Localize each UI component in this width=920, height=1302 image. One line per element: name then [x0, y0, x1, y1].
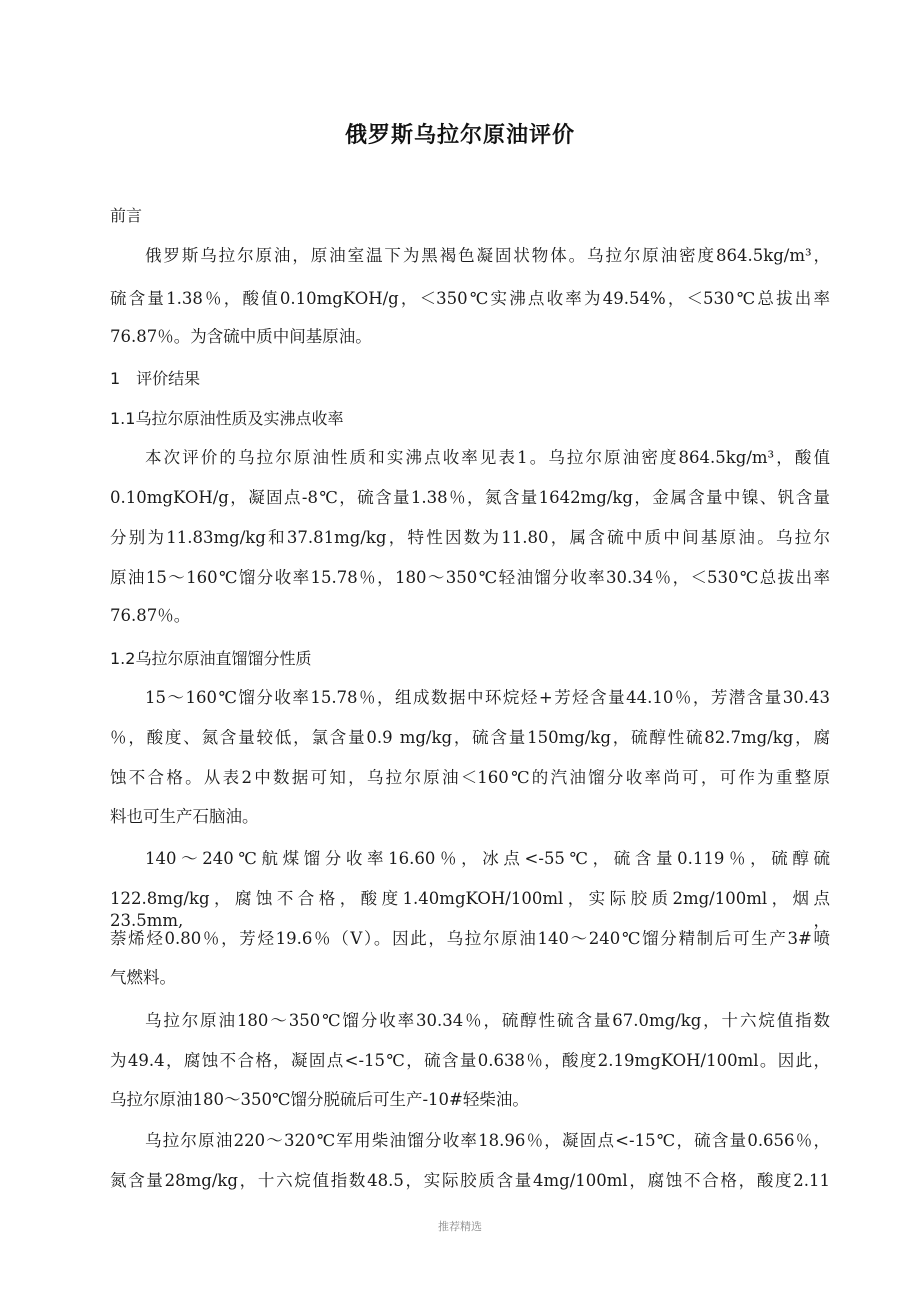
- section-1-2-line: 气燃料。: [110, 968, 176, 987]
- section-1-1-line: 分别为11.83mg/kg和37.81mg/kg，特性因数为11.80，属含硫中质中间基原油。乌拉尔: [110, 528, 830, 547]
- section-1-2-line: 氮含量28mg/kg，十六烷值指数48.5，实际胶质含量4mg/100ml，腐蚀不合格，酸度2.11: [110, 1171, 830, 1190]
- section-1-1-heading: 1.1乌拉尔原油性质及实沸点收率: [110, 409, 344, 428]
- section-1-2-line: ％，酸度、氮含量较低，氯含量0.9 mg/kg，硫含量150mg/kg，硫醇性硫82.7mg/kg，腐: [110, 728, 830, 747]
- preface-line: 俄罗斯乌拉尔原油，原油室温下为黑褐色凝固状物体。乌拉尔原油密度864.5kg/m³，: [145, 246, 830, 265]
- section-1-2-line: 萘烯烃0.80％，芳烃19.6％（V）。因此，乌拉尔原油140～240℃馏分精制后可生产3#喷: [110, 929, 830, 948]
- section-1-2-line: 15～160℃馏分收率15.78％，组成数据中环烷烃+芳烃含量44.10％，芳潜含量30.43: [145, 688, 830, 707]
- section-1-1-line: 原油15～160℃馏分收率15.78％，180～350℃轻油馏分收率30.34％，＜530℃总拔出率: [110, 568, 830, 587]
- section-1-2-line: 乌拉尔原油220～320℃军用柴油馏分收率18.96％，凝固点<-15℃，硫含量0.656％，: [145, 1131, 830, 1150]
- page-footer: 推荐精选: [438, 1220, 482, 1233]
- preface-heading: 前言: [110, 206, 143, 225]
- section-1-2-line: 乌拉尔原油180～350℃馏分收率30.34％，硫醇性硫含量67.0mg/kg，十六烷值指数: [145, 1011, 830, 1030]
- section-1-2-heading: 1.2乌拉尔原油直馏馏分性质: [110, 649, 312, 668]
- section-1-1-line: 0.10mgKOH/g，凝固点-8℃，硫含量1.38％，氮含量1642mg/kg，金属含量中镍、钒含量: [110, 488, 830, 507]
- section-1-heading: 1 评价结果: [110, 369, 201, 388]
- section-1-1-line: 76.87％。: [110, 606, 191, 625]
- section-1-2-line: 140～240℃航煤馏分收率16.60％，冰点<-55℃，硫含量0.119％，硫醇硫: [145, 849, 830, 868]
- section-1-2-line: 蚀不合格。从表2中数据可知，乌拉尔原油＜160℃的汽油馏分收率尚可，可作为重整原: [110, 768, 830, 787]
- section-1-1-line: 本次评价的乌拉尔原油性质和实沸点收率见表1。乌拉尔原油密度864.5kg/m³，酸值: [145, 448, 830, 467]
- section-1-2-line: 乌拉尔原油180～350℃馏分脱硫后可生产-10#轻柴油。: [110, 1090, 529, 1109]
- section-1-2-line: 122.8mg/kg，腐蚀不合格，酸度1.40mgKOH/100ml，实际胶质2mg/100ml，烟点23.5mm,，: [110, 889, 830, 930]
- section-1-2-line: 料也可生产石脑油。: [110, 807, 259, 826]
- preface-line: 硫含量1.38％，酸值0.10mgKOH/g，＜350℃实沸点收率为49.54%，＜530℃总拔出率: [110, 289, 830, 308]
- document-title: 俄罗斯乌拉尔原油评价: [344, 123, 575, 148]
- preface-line: 76.87％。为含硫中质中间基原油。: [110, 327, 372, 346]
- section-1-2-line: 为49.4，腐蚀不合格，凝固点<-15℃，硫含量0.638％，酸度2.19mgKOH/100ml。因此，: [110, 1051, 830, 1070]
